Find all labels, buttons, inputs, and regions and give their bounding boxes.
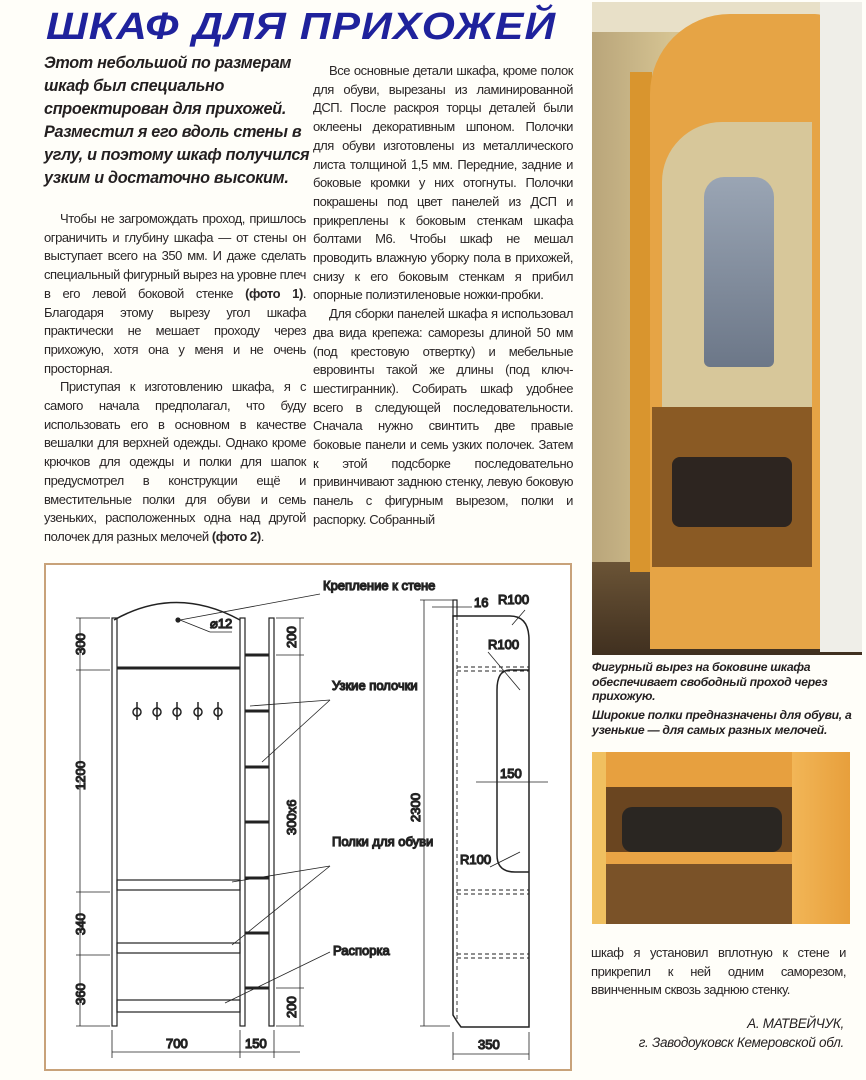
dim-300x6: 300х6 bbox=[284, 799, 299, 835]
text: . Благодаря этому вырезу угол шкафа практически не мешает проходу через прихожую, хотя она у меня и не очень просторная. bbox=[44, 285, 307, 376]
paragraph: шкаф я установил вплотную к стене и прикрепил к ней одним саморезом, ввинченным сквозь заднюю стенку. bbox=[591, 945, 846, 998]
text-column-3 bbox=[591, 944, 846, 1000]
photo2-caption: Широкие полки предназначены для обуви, а узенькие — для самых разных мелочей. bbox=[592, 708, 852, 737]
paragraph: Все основные детали шкафа, кроме полок для обуви, вырезаны из ламинированной ДСП. После раскроя торцы деталей были оклеены декоративным шпоном. Полочки для обуви изготовлены из металлического листа толщиной 1,5 мм. Передние, задние и боковые кромки у них отогнуты. Полочки покрашены под цвет панелей из ДСП и прикреплены к боковым стенкам шкафа болтами М6. Чтобы шкаф не мешал проводить влажную уборку пола в прихожей, снизу к его боковым стенкам я прибил опорные полиэтиленовые ножки-пробки. bbox=[313, 63, 573, 303]
dim-1200: 1200 bbox=[73, 761, 88, 790]
author-name: А. МАТВЕЙЧУК, bbox=[747, 1016, 844, 1031]
lead-paragraph: Этот небольшой по размерам шкаф был специально спроектирован для прихожей. Разместил я его вдоль стены в углу, и поэтому шкаф получился узким и достаточно высоким. bbox=[44, 54, 310, 187]
dim-150: 150 bbox=[245, 1036, 267, 1051]
photo-cabinet-full bbox=[592, 2, 862, 655]
dim-340: 340 bbox=[73, 913, 88, 935]
photo1-caption: Фигурный вырез на боковине шкафа обеспечивает свободный проход через прихожую. bbox=[592, 660, 828, 703]
front-view bbox=[73, 578, 435, 1058]
label-shoe-shelves: Полки для обуви bbox=[332, 834, 434, 849]
dim-150-cutout: 150 bbox=[500, 766, 522, 781]
dim-350: 350 bbox=[478, 1037, 500, 1052]
dim-r100-cut-top: R100 bbox=[488, 637, 520, 652]
label-narrow-shelves: Узкие полочки bbox=[332, 678, 418, 693]
dim-200-top: 200 bbox=[284, 626, 299, 648]
text: . bbox=[260, 528, 264, 544]
dim-r100-top: R100 bbox=[498, 592, 530, 607]
text-column-2 bbox=[313, 62, 573, 530]
dim-700: 700 bbox=[166, 1036, 188, 1051]
photo-shoe-shelves bbox=[592, 752, 850, 924]
dim-360: 360 bbox=[73, 983, 88, 1005]
paragraph: Для сборки панелей шкафа я использовал два вида крепежа: саморезы длиной 50 мм (под крестовую отвертку) и мебельные евровинты такой же длины (под ключ-шестигранник). Собирать шкаф удобнее всего в следующей последовательности. Сначала нужно свинтить две правые боковые панели и семь узких полочек. Затем к этой подсборке последовательно привинчивают заднюю стенку, левую боковую панель с фигурным вырезом, полки и распорку. Собранный bbox=[313, 306, 573, 527]
author-signature bbox=[639, 1014, 844, 1052]
photo-reference: (фото 1) bbox=[245, 285, 303, 301]
article-title: ШКАФ ДЛЯ ПРИХОЖЕЙ bbox=[46, 6, 557, 48]
label-strut: Распорка bbox=[333, 943, 390, 958]
photo-reference: (фото 2) bbox=[211, 528, 261, 544]
text: Приступая к изготовлению шкафа, я с самого начала предполагал, что буду использовать его в основном в качестве вешалки для верхней одежды. Однако кроме крючков для одежды и полки для шапок предусмотрел в конструкции ещё и вместительные полки для обуви и семь узеньких, расположенных одна над другой полочек для разных мелочей bbox=[44, 379, 306, 544]
coat-hooks bbox=[133, 702, 222, 720]
dim-r100-cut-bottom: R100 bbox=[460, 852, 492, 867]
author-place: г. Заводоуковск Кемеровской обл. bbox=[638, 1035, 844, 1050]
paragraph bbox=[44, 210, 306, 378]
dim-2300: 2300 bbox=[408, 793, 423, 822]
construction-drawing bbox=[44, 563, 572, 1071]
side-view bbox=[408, 592, 548, 1060]
dim-200-bottom: 200 bbox=[284, 996, 299, 1018]
dim-16: 16 bbox=[474, 595, 489, 610]
label-hole: ⌀12 bbox=[210, 616, 233, 631]
text: Чтобы не загромождать проход, пришлось ограничить и глубину шкафа — от стены он выступает всего на 350 мм. И даже сделать специальный фигурный вырез на уровне плеч в его левой боковой стенке bbox=[44, 211, 306, 301]
label-mount: Крепление к стене bbox=[323, 578, 436, 593]
dim-300: 300 bbox=[73, 633, 88, 655]
paragraph bbox=[44, 378, 306, 546]
text-column-1 bbox=[44, 210, 306, 547]
